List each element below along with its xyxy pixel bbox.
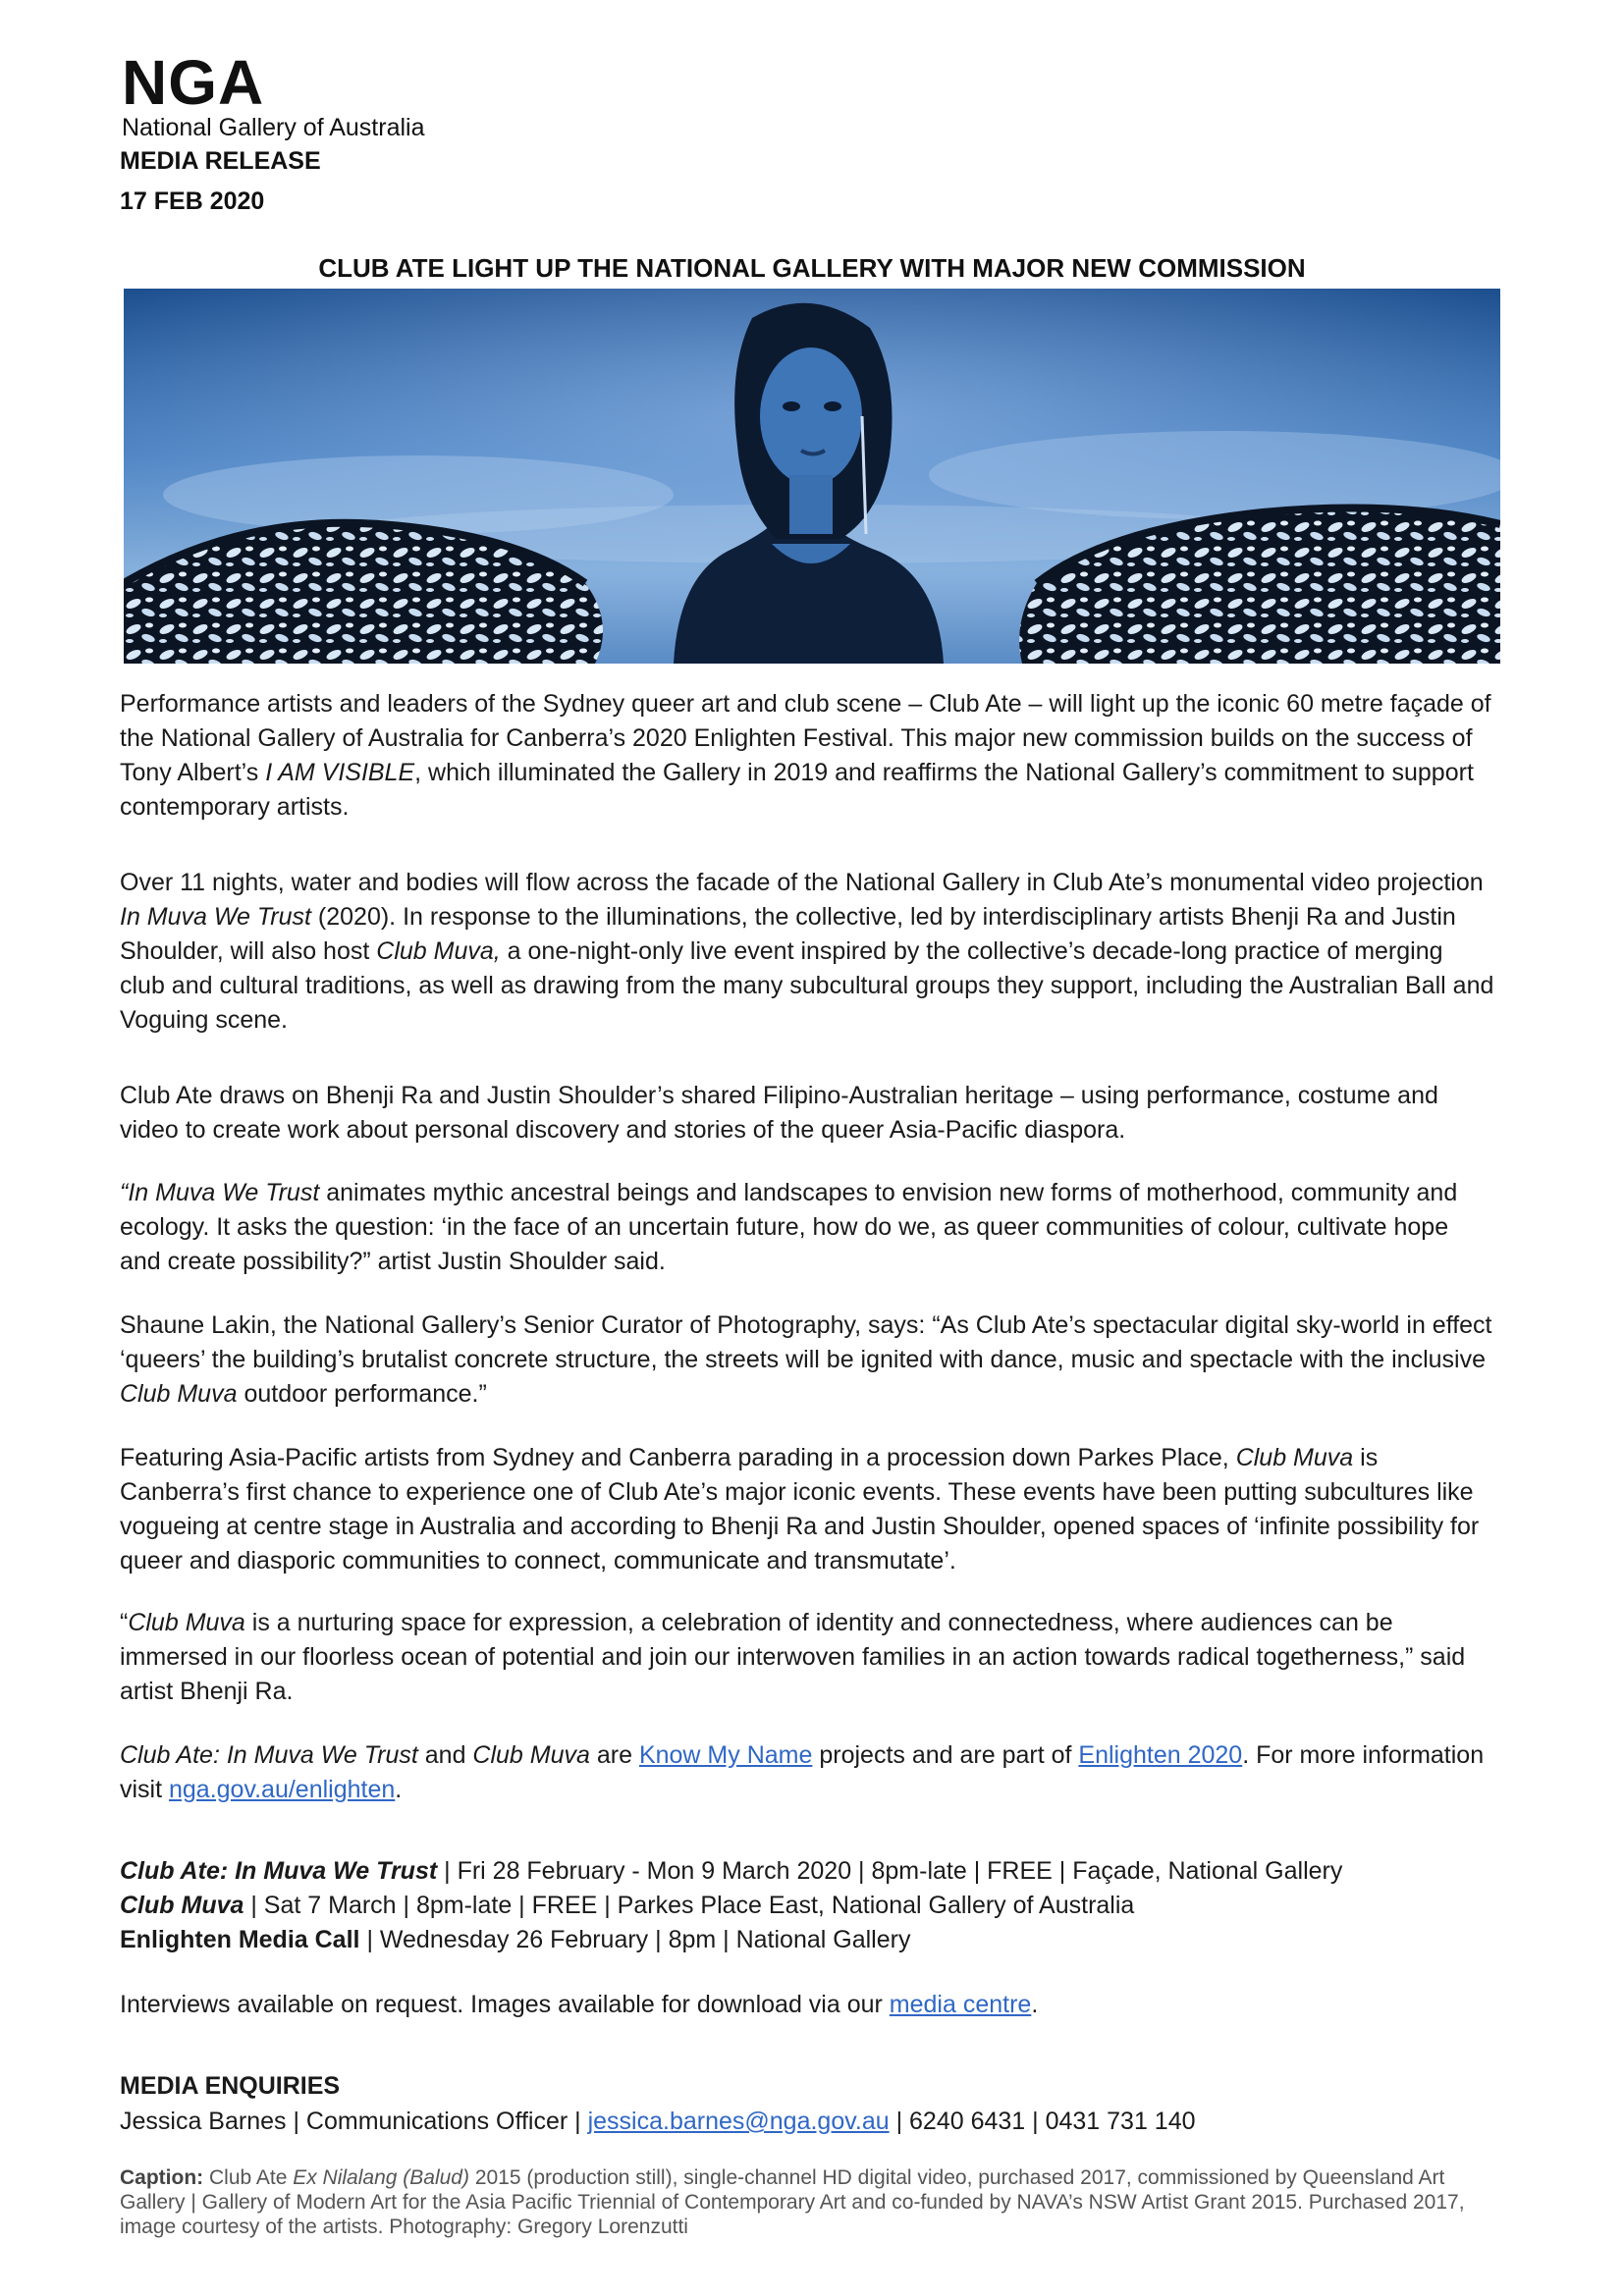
paragraph-heritage: Club Ate draws on Bhenji Ra and Justin Shoulder’s shared Filipino-Australian heritage – using performance, costume and video to create work about personal discovery and stories of the queer Asia-Pacific diaspora. bbox=[120, 1082, 1438, 1144]
nga-logo-name: National Gallery of Australia bbox=[122, 114, 425, 141]
link-nga-enlighten[interactable]: nga.gov.au/enlighten bbox=[169, 1776, 396, 1803]
link-enlighten-2020[interactable]: Enlighten 2020 bbox=[1078, 1741, 1243, 1769]
event-list bbox=[120, 1854, 1494, 1957]
media-enquiries-heading: MEDIA ENQUIRIES bbox=[120, 2072, 341, 2100]
paragraph-projection: Over 11 nights, water and bodies will flow across the facade of the National Gallery in Club Ate’s monumental video projection In Muva We Trust (2020). In response to the illuminations, the collective, led by interdisciplinary artists Bhenji Ra and Justin Shoulder, will also host Club Muva, a one-night-only live event inspired by the collective’s decade-long practice of merging club and cultural traditions, as well as drawing from the many subcultural groups they support, including the Australian Ball and Voguing scene. bbox=[120, 869, 1494, 1034]
event-item: Enlighten Media Call | Wednesday 26 February | 8pm | National Gallery bbox=[120, 1926, 911, 1953]
paragraph-more-info: Club Ate: In Muva We Trust and Club Muva are Know My Name projects and are part of Enlighten 2020. For more information visit nga.gov.au/enlighten. bbox=[120, 1741, 1485, 1803]
paragraph-interviews: Interviews available on request. Images available for download via our media centre. bbox=[120, 1991, 1039, 2018]
media-contact: Jessica Barnes | Communications Officer | jessica.barnes@nga.gov.au | 6240 6431 | 0431 731 140 bbox=[120, 2108, 1196, 2135]
event-item: Club Muva | Sat 7 March | 8pm-late | FREE | Parkes Place East, National Gallery of Australia bbox=[120, 1892, 1135, 1919]
paragraph-quote-lakin: Shaune Lakin, the National Gallery’s Senior Curator of Photography, says: “As Club Ate’s spectacular digital sky-world in effect ‘queers’ the building’s brutalist concrete structure, the streets will be ignited with dance, music and spectacle with the inclusive Club Muva outdoor performance.” bbox=[120, 1311, 1492, 1408]
link-media-centre[interactable]: media centre bbox=[889, 1991, 1032, 2018]
paragraph-quote-ra: “Club Muva is a nurturing space for expression, a celebration of identity and connectedness, where audiences can be immersed in our floorless ocean of potential and join our interwoven families in an action towards radical togetherness,” said artist Bhenji Ra. bbox=[120, 1609, 1466, 1705]
email-link[interactable]: jessica.barnes@nga.gov.au bbox=[587, 2108, 890, 2135]
nga-logo-mark: NGA bbox=[122, 47, 265, 118]
hero-photo-illustration bbox=[124, 289, 1500, 664]
photo-caption: Caption: Club Ate Ex Nilalang (Balud) 2015 (production still), single-channel HD digital video, purchased 2017, commissioned by Queensland Art Gallery | Gallery of Modern Art for the Asia Pacific Triennial of Contemporary Art and co-funded by NAVA’s NSW Artist Grant 2015. Purchased 2017, image courtesy of the artists. Photography: Gregory Lorenzutti bbox=[120, 2166, 1465, 2238]
event-item: Club Ate: In Muva We Trust | Fri 28 February - Mon 9 March 2020 | 8pm-late | FREE | Façade, National Gallery bbox=[120, 1857, 1343, 1885]
paragraph-intro: Performance artists and leaders of the Sydney queer art and club scene – Club Ate – will light up the iconic 60 metre façade of the National Gallery of Australia for Canberra’s 2020 Enlighten Festival. This major new commission builds on the success of Tony Albert’s I AM VISIBLE, which illuminated the Gallery in 2019 and reaffirms the National Gallery’s commitment to support contemporary artists. bbox=[120, 690, 1491, 821]
paragraph-club-muva: Featuring Asia-Pacific artists from Sydney and Canberra parading in a procession down Parkes Place, Club Muva is Canberra’s first chance to experience one of Club Ate’s major iconic events. These events have been putting subcultures like vogueing at centre stage in Australia and according to Bhenji Ra and Justin Shoulder, opened spaces of ‘infinite possibility for queer and diasporic communities to connect, communicate and transmutate’. bbox=[120, 1444, 1480, 1575]
paragraph-quote-shoulder: “In Muva We Trust animates mythic ancestral beings and landscapes to envision new forms of motherhood, community and ecology. It asks the question: ‘in the face of an uncertain future, how do we, as queer communities of colour, cultivate hope and create possibility?” artist Justin Shoulder said. bbox=[120, 1179, 1458, 1275]
media-release-label: MEDIA RELEASE bbox=[120, 147, 321, 175]
release-date: 17 FEB 2020 bbox=[120, 187, 265, 215]
headline: CLUB ATE LIGHT UP THE NATIONAL GALLERY WITH MAJOR NEW COMMISSION bbox=[318, 253, 1306, 283]
hero-photo bbox=[124, 289, 1500, 664]
link-know-my-name[interactable]: Know My Name bbox=[638, 1741, 813, 1769]
